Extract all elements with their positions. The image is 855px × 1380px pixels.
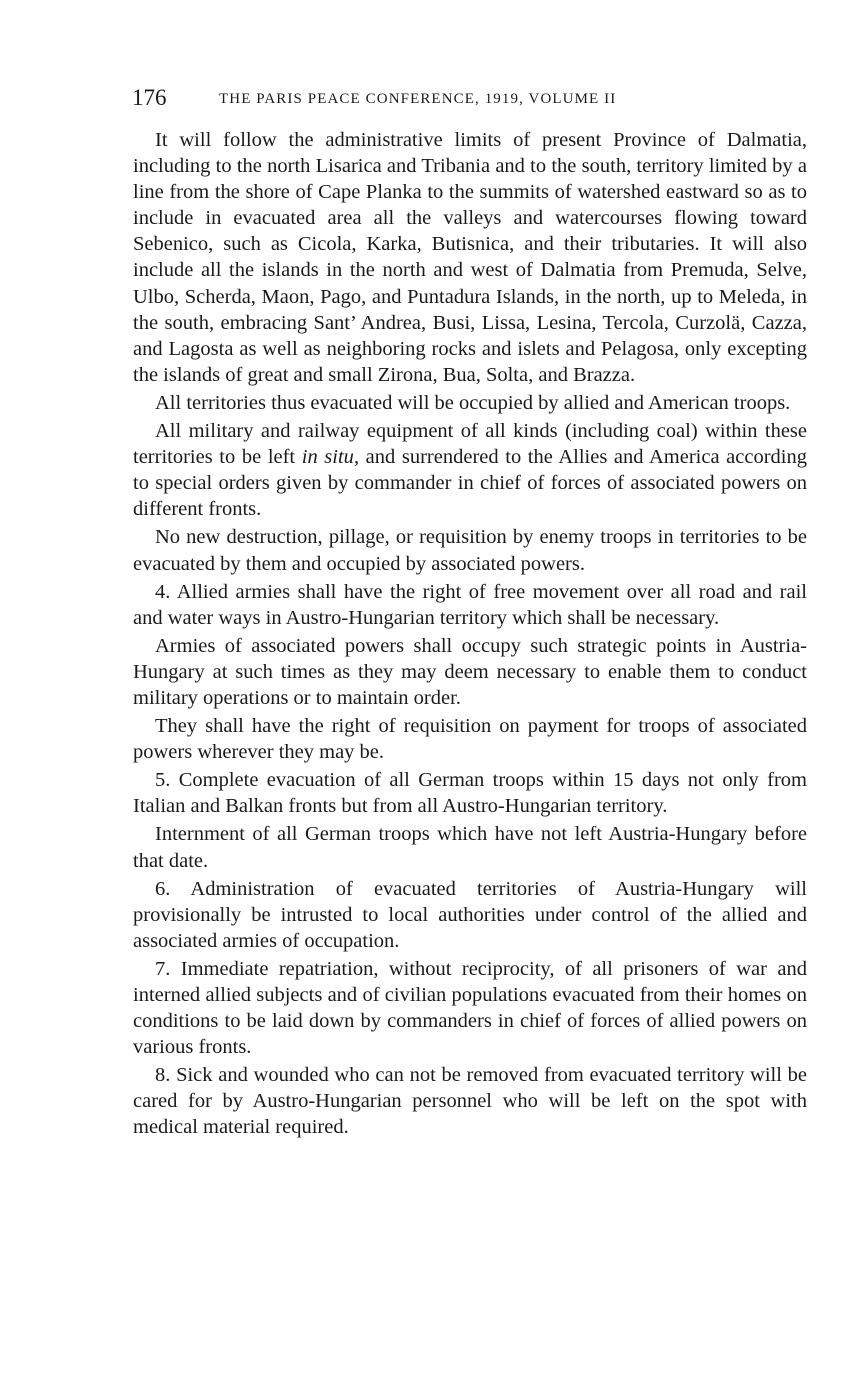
running-title: THE PARIS PEACE CONFERENCE, 1919, VOLUME II: [219, 91, 617, 107]
paragraph-clause-5: 5. Complete evacuation of all German troops within 15 days not only from Italian and Balkan fronts but from all Austro-Hungarian territory.: [133, 769, 807, 818]
page-number: 176: [132, 85, 167, 110]
body-text: [133, 127, 807, 1143]
page-header: [132, 84, 812, 114]
italic-phrase: in situ: [301, 446, 354, 469]
paragraph-strategic-points: Armies of associated powers shall occupy such strategic points in Austria-Hungary at such times as they may deem necessary to enable them to conduct military operations or to maintain order.: [133, 634, 807, 709]
paragraph-military-equipment: [133, 418, 807, 522]
paragraph-clause-4: 4. Allied armies shall have the right of free movement over all road and rail and water ways in Austro-Hungarian territory which shall be necessary.: [133, 580, 807, 629]
paragraph-text-after-italic: , and surrendered to the Allies and America according to special orders given by commander in chief of forces of associated powers on different fronts.: [133, 446, 807, 521]
paragraph-clause-8: 8. Sick and wounded who can not be removed from evacuated territory will be cared for by Austro-Hungarian personnel who will be left on the spot with medical material required.: [133, 1064, 807, 1139]
paragraph-occupation: All territories thus evacuated will be occupied by allied and American troops.: [155, 391, 791, 414]
paragraph-dalmatia-limits: It will follow the administrative limits of present Province of Dalmatia, including to the north Lisarica and Tribania and to the south, territory limited by a line from the shore of Cape Planka to the summits of watershed eastward so as to include in evacuated area all the valleys and watercourses flowing toward Sebenico, such as Cicola, Karka, Butisnica, and their tributaries. It will also include all the islands in the north and west of Dalmatia from Premuda, Selve, Ulbo, Scherda, Maon, Pago, and Puntadura Islands, in the north, up to Meleda, in the south, embracing Sant’ Andrea, Busi, Lissa, Lesina, Tercola, Curzolä, Cazza, and Lagosta as well as neighboring rocks and islets and Pelagosa, only excepting the islands of great and small Zirona, Bua, Solta, and Brazza.: [133, 129, 807, 386]
paragraph-requisition: They shall have the right of requisition on payment for troops of associated powers wherever they may be.: [133, 715, 807, 764]
paragraph-no-destruction: No new destruction, pillage, or requisition by enemy troops in territories to be evacuated by them and occupied by associated powers.: [133, 526, 807, 575]
paragraph-clause-7: 7. Immediate repatriation, without reciprocity, of all prisoners of war and interned allied subjects and of civilian populations evacuated from their homes on conditions to be laid down by commanders in chief of forces of allied powers on various fronts.: [133, 957, 807, 1059]
paragraph-internment: Internment of all German troops which have not left Austria-Hungary before that date.: [133, 823, 807, 872]
paragraph-clause-6: 6. Administration of evacuated territories of Austria-Hungary will provisionally be intrusted to local authorities under control of the allied and associated armies of occupation.: [133, 877, 807, 952]
paragraph-text-before-italic: All military and railway equipment of all kinds (including coal) within these territories to be left: [133, 420, 807, 469]
